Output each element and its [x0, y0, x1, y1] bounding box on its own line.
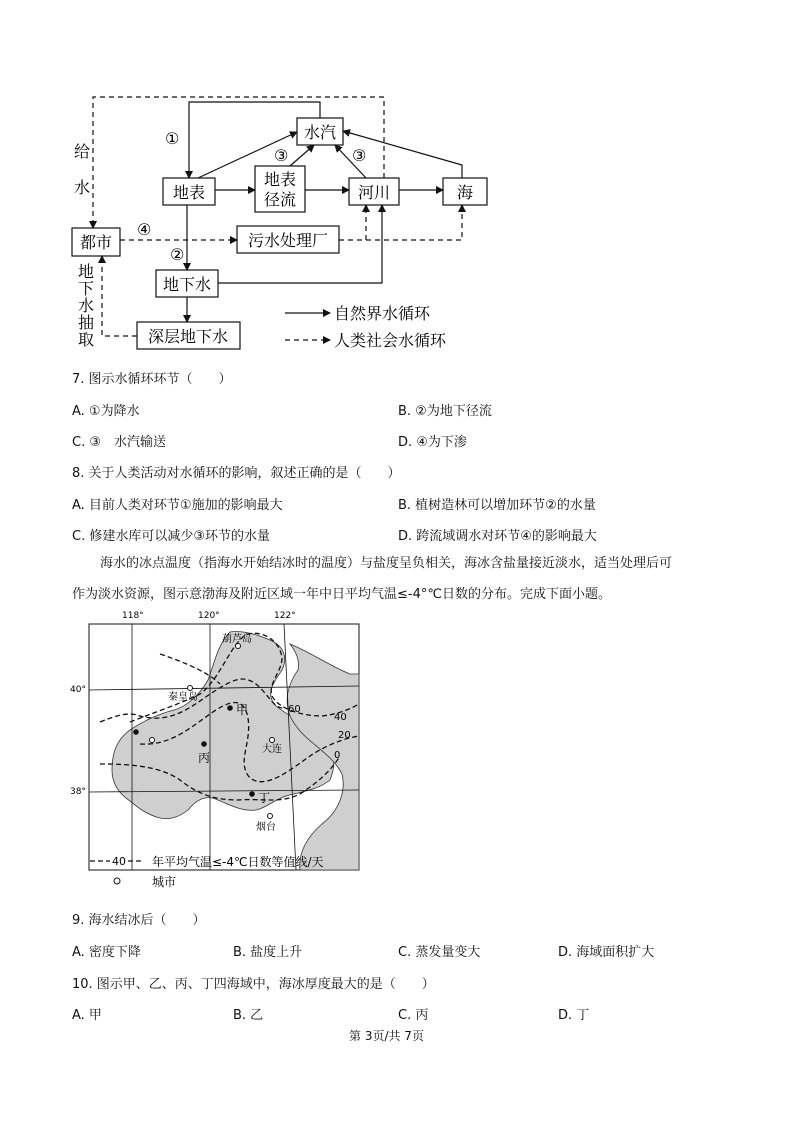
- q9-option-a[interactable]: A. 密度下降: [72, 945, 141, 960]
- label-extract-3: 水: [78, 296, 95, 315]
- map-legend-contour-text: 年平均气温≤-4℃日数等值线/天: [152, 855, 324, 869]
- area-jia-label: 甲: [236, 703, 249, 717]
- q9-option-c[interactable]: C. 蒸发量变大: [398, 945, 481, 960]
- area-ding-dot: [249, 791, 255, 797]
- node-runoff-label-2: 径流: [263, 190, 297, 209]
- bohai-map: [60, 604, 380, 894]
- node-runoff-label-1: 地表: [263, 170, 297, 189]
- page-footer: 第 3页/共 7页: [349, 1029, 424, 1043]
- arrow-deep-to-city: [102, 256, 137, 336]
- node-vapor-label: 水汽: [303, 123, 337, 142]
- lon-label-120: 120°: [198, 611, 220, 621]
- label-extract-1: 地: [78, 262, 95, 281]
- q7-option-c[interactable]: C. ③ 水汽输送: [72, 435, 166, 450]
- q7-stem: 7. 图示水循环环节（ ）: [72, 372, 232, 387]
- arrow-sewage-to-sea: [366, 205, 462, 240]
- contour-label-40: 40: [334, 712, 347, 723]
- q10-option-a[interactable]: A. 甲: [72, 1008, 102, 1023]
- marker-2: ②: [170, 245, 185, 264]
- q8-option-d[interactable]: D. 跨流域调水对环节④的影响最大: [398, 529, 597, 544]
- node-river-label: 河川: [357, 183, 391, 202]
- city-west-marker: [150, 738, 155, 743]
- map-legend-contour-value: 40: [112, 855, 126, 868]
- node-surface-label: 地表: [172, 183, 206, 202]
- passage-line-1: 海水的冰点温度（指海水开始结冰时的温度）与盐度呈负相关，海冰含盐量接近淡水，适当处理后可: [100, 556, 673, 571]
- q8-option-b[interactable]: B. 植树造林可以增加环节②的水量: [398, 498, 596, 513]
- marker-1: ①: [165, 129, 180, 148]
- q9-option-d[interactable]: D. 海域面积扩大: [558, 945, 655, 960]
- city-qinhuangdao-marker: [188, 686, 193, 691]
- label-extract-4: 抽: [78, 313, 95, 332]
- lat-label-40: 40°: [70, 685, 86, 695]
- marker-3a: ③: [274, 146, 289, 165]
- node-sewage-label: 污水处理厂: [247, 231, 329, 250]
- q7-option-d[interactable]: D. ④为下渗: [398, 435, 467, 450]
- arrow-runoff-to-vapor: [290, 145, 314, 166]
- contour-label-0: 0: [334, 750, 341, 761]
- contour-label-60: 60: [288, 704, 301, 715]
- city-yantai-label: 烟台: [256, 822, 276, 833]
- city-yantai-marker: [268, 814, 273, 819]
- q10-option-d[interactable]: D. 丁: [558, 1008, 590, 1023]
- label-extract-5: 取: [78, 330, 95, 349]
- q8-option-c[interactable]: C. 修建水库可以减少③环节的水量: [72, 529, 270, 544]
- contour-label-20: 20: [338, 730, 351, 741]
- arrow-river-supply-to-city: [93, 97, 384, 228]
- q9-stem: 9. 海水结冰后（ ）: [72, 913, 206, 928]
- marker-3b: ③: [352, 146, 367, 165]
- map-legend-city-marker: [114, 878, 120, 884]
- city-dalian-label: 大连: [262, 744, 282, 755]
- area-ding-label: 丁: [258, 791, 271, 805]
- q10-option-c[interactable]: C. 丙: [398, 1008, 429, 1023]
- marker-4: ④: [137, 220, 152, 239]
- node-groundwater-label: 地下水: [162, 275, 212, 294]
- q10-stem: 10. 图示甲、乙、丙、丁四海域中，海冰厚度最大的是（ ）: [72, 977, 435, 992]
- map-legend-city-text: 城市: [152, 875, 177, 889]
- legend-dashed-label: 人类社会水循环: [334, 331, 447, 350]
- city-dalian-marker: [270, 738, 275, 743]
- node-sea-label: 海: [456, 183, 474, 202]
- label-supply-1: 给: [74, 142, 91, 161]
- area-jia-dot: [227, 705, 233, 711]
- label-extract-2: 下: [78, 279, 95, 298]
- q9-option-b[interactable]: B. 盐度上升: [233, 945, 303, 960]
- label-supply-2: 水: [74, 178, 91, 197]
- arrow-sewage-to-river: [339, 205, 366, 240]
- legend-solid-label: 自然界水循环: [334, 304, 431, 323]
- passage-line-2: 作为淡水资源，图示意渤海及附近区域一年中日平均气温≤-4°℃日数的分布。完成下面小题。: [72, 587, 611, 602]
- q8-option-a[interactable]: A. 目前人类对环节①施加的影响最大: [72, 498, 283, 513]
- lon-label-118: 118°: [122, 611, 144, 621]
- q7-option-a[interactable]: A. ①为降水: [72, 404, 140, 419]
- node-city-label: 都市: [79, 233, 113, 252]
- city-huludao-label: 葫芦岛: [222, 634, 252, 645]
- lat-label-38: 38°: [70, 787, 86, 797]
- area-bing-label: 丙: [198, 751, 211, 765]
- city-qinhuangdao-label: 秦皇岛: [168, 692, 198, 703]
- water-cycle-diagram: [0, 0, 793, 360]
- area-bing-dot: [201, 741, 207, 747]
- node-deep-groundwater-label: 深层地下水: [147, 327, 229, 346]
- q7-option-b[interactable]: B. ②为地下径流: [398, 404, 492, 419]
- q10-option-b[interactable]: B. 乙: [233, 1008, 264, 1023]
- area-yi-dot: [133, 729, 139, 735]
- lon-label-122: 122°: [274, 611, 296, 621]
- q8-stem: 8. 关于人类活动对水循环的影响，叙述正确的是（ ）: [72, 466, 401, 481]
